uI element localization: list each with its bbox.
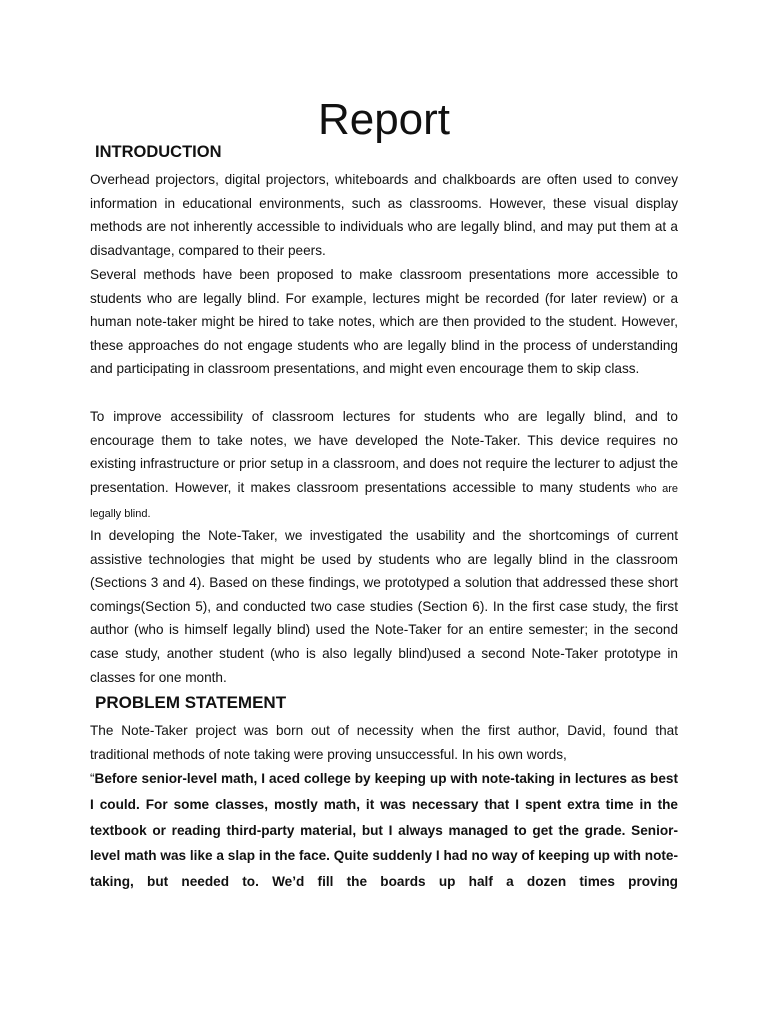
introduction-paragraph-3-tail: who are legally blind. [90, 482, 678, 521]
quote-open-mark: “ [90, 771, 95, 786]
quote-text: Before senior-level math, I aced college by keeping up with note-taking in lectures as best I could. For some classes, mostly math, it was necessary that I spent extra time in the textbook or reading third-party material, but I always managed to get the grade. Senior-level math was like a slap in the face. Quite suddenly I had no way of keeping up with note-taking, but needed to. We’d fill the boards up half a dozen times proving [90, 771, 678, 890]
introduction-paragraph-4: In developing the Note-Taker, we investigated the usability and the shortcomings of current assistive technologies that might be used by students who are legally blind in the classroom (Sections 3 and 4). Based on these findings, we prototyped a solution that addressed these short comings(Section 5), and conducted two case studies (Section 6). In the first case study, the first author (who is himself legally blind) used the Note-Taker for an entire semester; in the second case study, another student (who is also legally blind)used a second Note-Taker prototype in classes for one month. [90, 528, 678, 685]
introduction-paragraph-1: Overhead projectors, digital projectors, whiteboards and chalkboards are often used to convey information in educational environments, such as classrooms. However, these visual display methods are not inherently accessible to individuals who are legally blind, and may put them at a disadvantage, compared to their peers. [90, 172, 678, 258]
introduction-paragraph-2: Several methods have been proposed to make classroom presentations more accessible to students who are legally blind. For example, lectures might be recorded (for later review) or a human note-taker might be hired to take notes, which are then provided to the student. However, these approaches do not engage students who are legally blind in the process of understanding and participating in classroom presentations, and might even encourage them to skip class. [90, 267, 678, 377]
problem-statement-heading: PROBLEM STATEMENT [95, 693, 287, 712]
page-title: Report [317, 95, 451, 144]
introduction-paragraph-3 [90, 405, 678, 527]
introduction-paragraph-3-main: To improve accessibility of classroom lectures for students who are legally blind, and to encourage them to take notes, we have developed the Note-Taker. This device requires no existing infrastructure or prior setup in a classroom, and does not require the lecturer to adjust the presentation. However, it makes classroom presentations accessible to many students [90, 409, 678, 495]
problem-statement-paragraph-1: The Note-Taker project was born out of necessity when the first author, David, found that traditional methods of note taking were proving unsuccessful. In his own words, [90, 723, 678, 762]
introduction-heading: INTRODUCTION [95, 143, 222, 161]
problem-statement-quote [90, 766, 678, 895]
